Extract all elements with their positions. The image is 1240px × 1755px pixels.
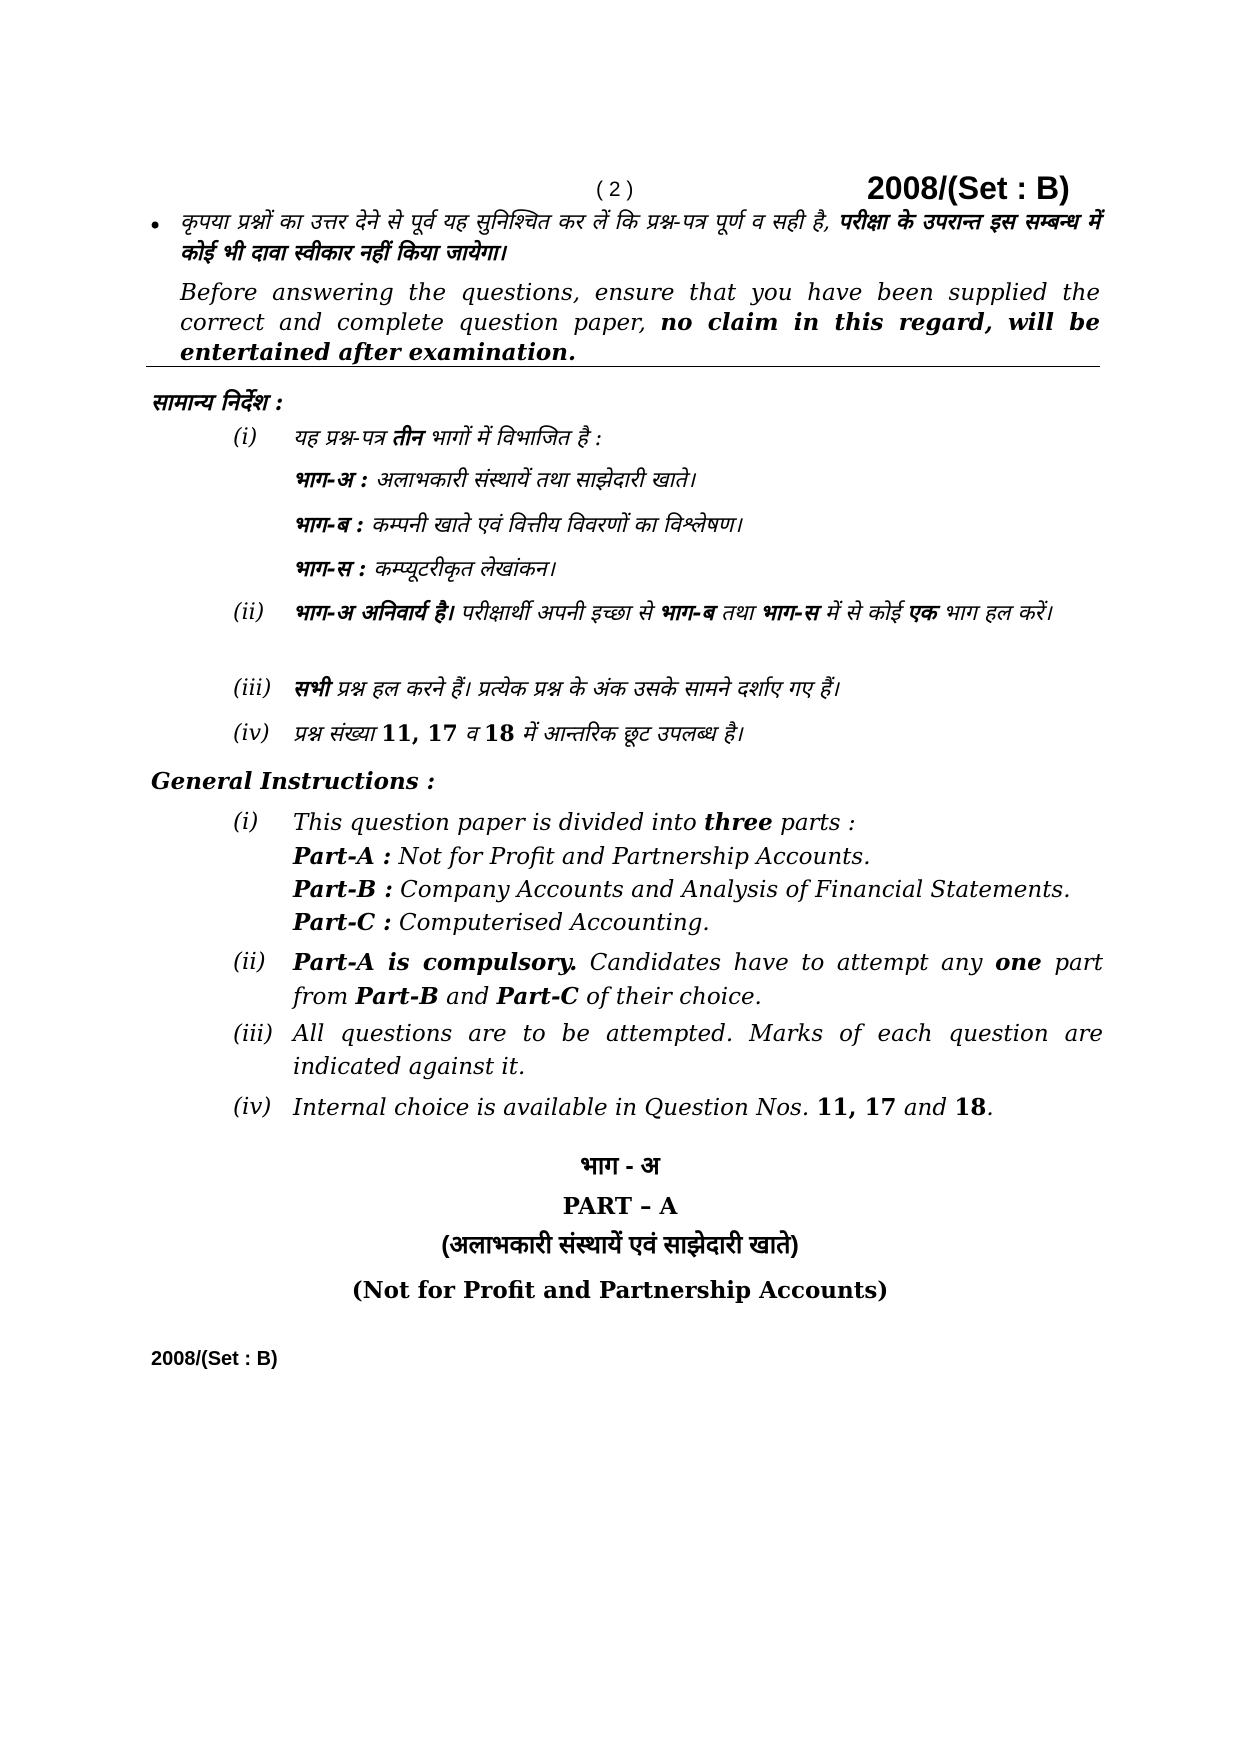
hindi-part-c-line: भाग-स : कम्प्यूटरीकृत लेखांकन। (293, 556, 555, 582)
item-text: सभी प्रश्न हल करने हैं। प्रत्येक प्रश्न के अंक उसके सामने दर्शाए गए हैं। (293, 676, 839, 702)
hindi-part-a-line: भाग-अ : अलाभकारी संस्थायें तथा साझेदारी खाते। (293, 467, 696, 493)
notice-hindi-text: कृपया प्रश्नों का उत्तर देने से पूर्व यह सुनिश्चित कर लें कि प्रश्न-पत्र पूर्ण व सही है, (180, 210, 839, 235)
english-part-b-line: Part-B : Company Accounts and Analysis of Financial Statements. (293, 876, 1071, 903)
english-instructions-heading: General Instructions : (151, 768, 436, 795)
item-text: यह प्रश्न-पत्र तीन भागों में विभाजित है : (293, 425, 603, 451)
notice-english-text: Before answering the questions, ensure that you have been supplied the correct and complete question paper, (180, 280, 1100, 336)
item-number: (ii) (233, 949, 266, 975)
notice-english-warning: no claim in this regard, will be entertained after examination. (180, 309, 1100, 366)
part-a-hindi-title: भाग - अ (580, 1152, 660, 1180)
item-number: (iv) (233, 721, 270, 746)
item-number: (i) (233, 425, 258, 450)
item-text: Part-A is compulsory. Candidates have to attempt any one part from Part-B and Part-C of their choice. (293, 949, 1103, 1010)
page-number: ( 2 ) (596, 178, 634, 201)
notice-english (180, 279, 1100, 368)
part-a-english-title: PART – A (562, 1193, 678, 1220)
notice-hindi (180, 207, 1100, 269)
item-text: All questions are to be attempted. Marks of each question are indicated against it. (293, 1021, 1103, 1080)
bullet-icon: • (148, 212, 163, 240)
divider-line (146, 366, 1100, 367)
item-number: (iii) (233, 676, 272, 701)
part-a-english-subtitle: (Not for Profit and Partnership Accounts) (351, 1277, 889, 1304)
item-text: This question paper is divided into three parts : (293, 809, 856, 836)
item-number: (iv) (233, 1094, 272, 1120)
english-part-c-line: Part-C : Computerised Accounting. (293, 909, 710, 936)
item-text: भाग-अ अनिवार्य है। परीक्षार्थी अपनी इच्छा से भाग-ब तथा भाग-स में से कोई एक भाग हल करें। (293, 600, 1052, 626)
part-a-hindi-subtitle: (अलाभकारी संस्थायें एवं साझेदारी खाते) (441, 1231, 799, 1259)
paper-code-header: 2008/(Set : B) (867, 170, 1070, 206)
english-part-a-line: Part-A : Not for Profit and Partnership Accounts. (293, 843, 871, 870)
hindi-part-b-line: भाग-ब : कम्पनी खाते एवं वित्तीय विवरणों का विश्लेषण। (293, 512, 742, 538)
paper-code-footer: 2008/(Set : B) (151, 1348, 278, 1370)
item-number: (i) (233, 809, 259, 835)
hindi-instructions-heading: सामान्य निर्देश : (151, 389, 284, 416)
item-number: (iii) (233, 1021, 274, 1047)
item-text: प्रश्न संख्या 11, 17 व 18 में आन्तरिक छूट उपलब्ध है। (293, 721, 743, 747)
item-number: (ii) (233, 600, 265, 625)
item-text: Internal choice is available in Question Nos. 11, 17 and 18. (293, 1094, 994, 1121)
notice-hindi-warning: परीक्षा के उपरान्त इस सम्बन्ध में कोई भी दावा स्वीकार नहीं किया जायेगा। (180, 209, 1100, 266)
